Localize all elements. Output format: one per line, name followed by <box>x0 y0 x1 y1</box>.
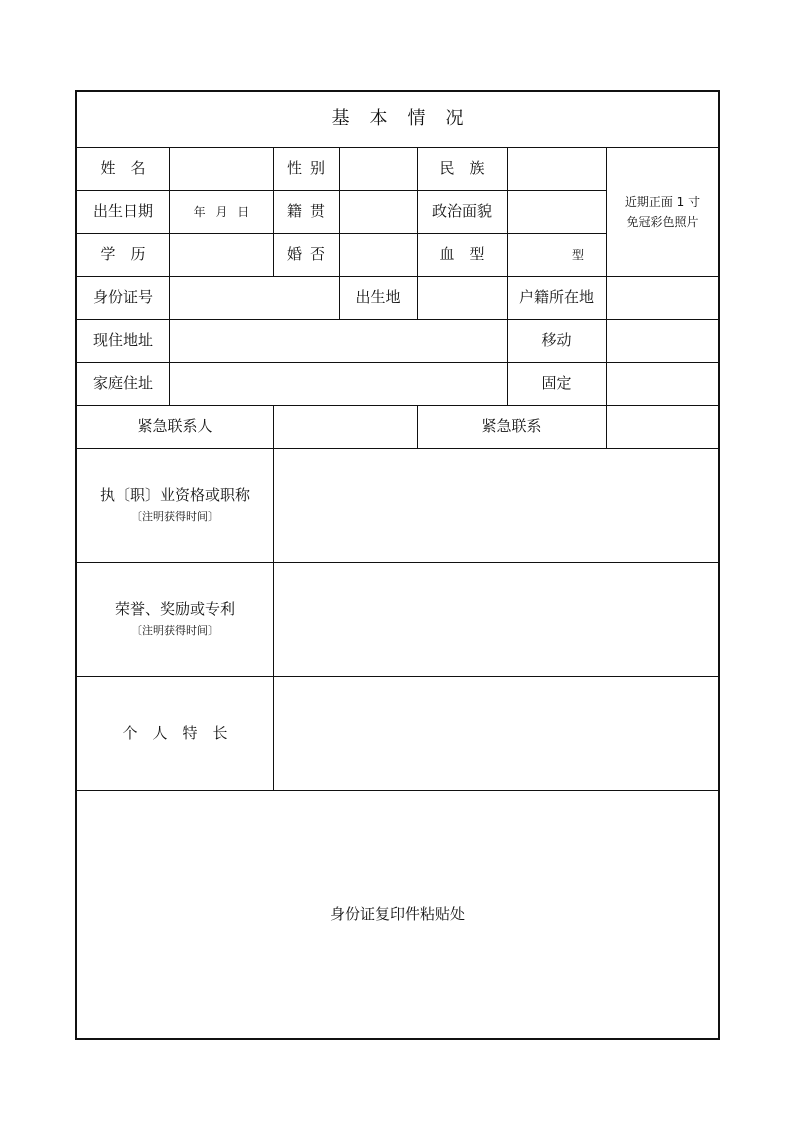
qualification-note: 〔注明获得时间〕 <box>131 510 219 523</box>
mobile-label: 移动 <box>541 331 572 350</box>
qualification-label: 执〔职〕业资格或职称 <box>99 486 250 505</box>
marital-label: 婚否 <box>286 245 333 264</box>
political-status-field[interactable] <box>508 191 606 233</box>
skills-field[interactable] <box>274 677 718 790</box>
qualification-field[interactable] <box>274 449 718 562</box>
name-field[interactable] <box>170 148 273 190</box>
photo-hint-line2: 免冠彩色照片 <box>626 215 699 229</box>
emergency-phone-label: 紧急联系 <box>481 417 542 436</box>
birthplace-label: 出生地 <box>355 288 401 307</box>
current-address-field[interactable] <box>170 320 507 362</box>
birth-date-field[interactable]: 年 月 日 <box>193 204 250 219</box>
registration-label: 户籍所在地 <box>518 288 594 307</box>
birth-date-label: 出生日期 <box>92 202 153 221</box>
honors-field[interactable] <box>274 563 718 676</box>
home-address-label: 家庭住址 <box>92 374 153 393</box>
emergency-contact-label: 紧急联系人 <box>137 417 213 436</box>
landline-label: 固定 <box>541 374 572 393</box>
blood-type-field[interactable]: 型 <box>571 247 584 262</box>
honors-note: 〔注明获得时间〕 <box>131 624 219 637</box>
photo-hint-line1: 近期正面 1 寸 <box>624 194 701 209</box>
honors-label: 荣誉、奖励或专利 <box>114 600 235 619</box>
id-copy-paste-area: 身份证复印件粘贴处 <box>329 905 465 924</box>
registration-field[interactable] <box>607 277 718 319</box>
ethnicity-field[interactable] <box>508 148 606 190</box>
honors-label-cell <box>77 562 273 676</box>
emergency-contact-field[interactable] <box>274 406 417 448</box>
gender-label: 性别 <box>286 159 333 178</box>
birthplace-field[interactable] <box>418 277 507 319</box>
form-title: 基本情况 <box>331 108 484 130</box>
mobile-field[interactable] <box>607 320 718 362</box>
qualification-label-cell <box>77 448 273 562</box>
home-address-field[interactable] <box>170 363 507 405</box>
blood-type-label: 血型 <box>439 245 500 264</box>
native-place-field[interactable] <box>340 191 417 233</box>
name-label: 姓名 <box>100 159 161 178</box>
marital-field[interactable] <box>340 234 417 276</box>
info-form-table <box>75 90 720 1040</box>
id-number-field[interactable] <box>170 277 339 319</box>
id-number-label: 身份证号 <box>92 288 153 307</box>
landline-field[interactable] <box>607 363 718 405</box>
education-label: 学历 <box>100 245 161 264</box>
current-address-label: 现住地址 <box>92 331 153 350</box>
emergency-phone-field[interactable] <box>607 406 718 448</box>
skills-label: 个人特长 <box>122 723 243 742</box>
political-status-label: 政治面貌 <box>431 202 492 221</box>
gender-field[interactable] <box>340 148 417 190</box>
education-field[interactable] <box>170 234 273 276</box>
native-place-label: 籍贯 <box>286 202 333 221</box>
ethnicity-label: 民族 <box>439 159 500 178</box>
photo-placeholder[interactable] <box>607 148 718 276</box>
